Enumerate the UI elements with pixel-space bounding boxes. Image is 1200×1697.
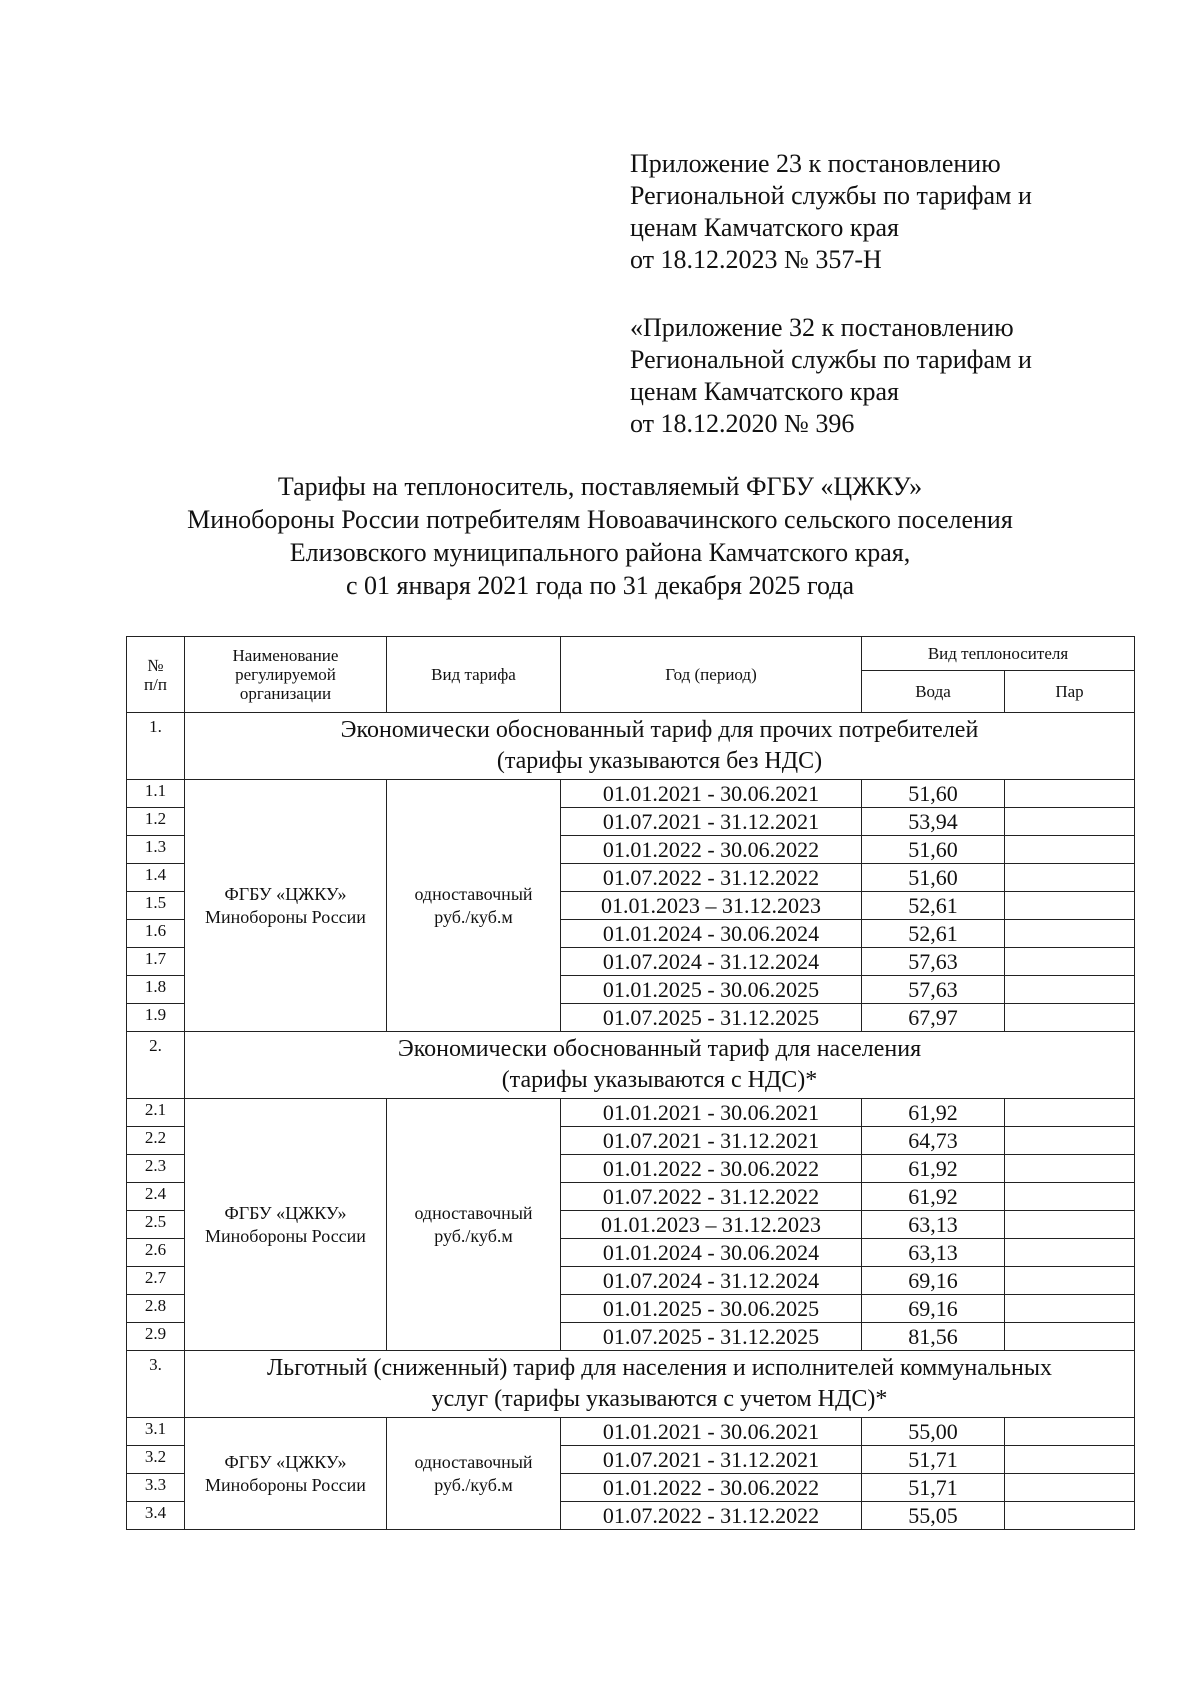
tariff-type-cell (387, 780, 561, 1032)
steam-tariff-cell (1005, 1211, 1135, 1239)
period-cell: 01.01.2025 - 30.06.2025 (561, 976, 862, 1004)
water-tariff-cell: 61,92 (862, 1155, 1005, 1183)
row-number: 2.8 (127, 1295, 185, 1323)
row-number: 1.4 (127, 864, 185, 892)
section-number: 2. (127, 1032, 185, 1099)
period-cell: 01.07.2024 - 31.12.2024 (561, 1267, 862, 1295)
title-line: Тарифы на теплоноситель, поставляемый ФГБУ «ЦЖКУ» (277, 472, 923, 501)
appendix-line: «Приложение 32 к постановлению (630, 313, 1014, 342)
steam-tariff-cell (1005, 1323, 1135, 1351)
water-tariff-cell: 52,61 (862, 892, 1005, 920)
section-title-line: (тарифы указываются с НДС)* (501, 1067, 818, 1093)
period-cell: 01.07.2022 - 31.12.2022 (561, 1183, 862, 1211)
steam-tariff-cell (1005, 1446, 1135, 1474)
row-number: 1.1 (127, 780, 185, 808)
row-number: 2.5 (127, 1211, 185, 1239)
tariff-type-cell (387, 1099, 561, 1351)
appendix-line: Приложение 23 к постановлению (630, 149, 1001, 178)
title-line: с 01 января 2021 года по 31 декабря 2025 года (345, 571, 855, 600)
steam-tariff-cell (1005, 780, 1135, 808)
appendix-line: Региональной службы по тарифам и (630, 345, 1032, 374)
header-heat-carrier: Вид теплоносителя (862, 637, 1135, 671)
period-cell: 01.01.2023 – 31.12.2023 (561, 1211, 862, 1239)
header-tariff-type: Вид тарифа (387, 637, 561, 713)
row-number: 1.5 (127, 892, 185, 920)
row-number: 2.3 (127, 1155, 185, 1183)
row-number: 2.2 (127, 1127, 185, 1155)
header-organization: Наименование регулируемой организации (185, 637, 387, 713)
table-row (127, 780, 1135, 808)
row-number: 1.9 (127, 1004, 185, 1032)
water-tariff-cell: 64,73 (862, 1127, 1005, 1155)
tariff-unit-line: руб./куб.м (434, 1474, 513, 1495)
row-number: 3.2 (127, 1446, 185, 1474)
organization-line: Минобороны России (205, 1474, 366, 1495)
water-tariff-cell: 52,61 (862, 920, 1005, 948)
organization-line: Минобороны России (205, 906, 366, 927)
steam-tariff-cell (1005, 1267, 1135, 1295)
section-title-line: Экономически обоснованный тариф для населения (397, 1036, 922, 1062)
steam-tariff-cell (1005, 1155, 1135, 1183)
period-cell: 01.07.2024 - 31.12.2024 (561, 948, 862, 976)
row-number: 2.4 (127, 1183, 185, 1211)
section-title (185, 1032, 1135, 1099)
row-number: 1.8 (127, 976, 185, 1004)
water-tariff-cell: 81,56 (862, 1323, 1005, 1351)
water-tariff-cell: 61,92 (862, 1099, 1005, 1127)
header-number-line2: п/п (144, 674, 167, 694)
section-header-row (127, 1032, 1135, 1099)
section-title-line: услуг (тарифы указываются с учетом НДС)* (431, 1386, 888, 1412)
water-tariff-cell: 53,94 (862, 808, 1005, 836)
appendix-line: ценам Камчатского края (630, 213, 899, 242)
water-tariff-cell: 51,71 (862, 1474, 1005, 1502)
water-tariff-cell: 55,05 (862, 1502, 1005, 1530)
steam-tariff-cell (1005, 892, 1135, 920)
row-number: 1.6 (127, 920, 185, 948)
steam-tariff-cell (1005, 1004, 1135, 1032)
period-cell: 01.01.2021 - 30.06.2021 (561, 780, 862, 808)
header-number-line1: № (147, 655, 164, 675)
appendix-current-reference (630, 148, 1150, 276)
water-tariff-cell: 61,92 (862, 1183, 1005, 1211)
steam-tariff-cell (1005, 864, 1135, 892)
header-steam: Пар (1005, 671, 1135, 713)
period-cell: 01.07.2022 - 31.12.2022 (561, 864, 862, 892)
steam-tariff-cell (1005, 1474, 1135, 1502)
row-number: 3.1 (127, 1418, 185, 1446)
steam-tariff-cell (1005, 1239, 1135, 1267)
steam-tariff-cell (1005, 836, 1135, 864)
header-water: Вода (862, 671, 1005, 713)
period-cell: 01.07.2021 - 31.12.2021 (561, 808, 862, 836)
organization-line: ФГБУ «ЦЖКУ» (224, 883, 347, 904)
water-tariff-cell: 69,16 (862, 1295, 1005, 1323)
table-row (127, 1099, 1135, 1127)
period-cell: 01.01.2023 – 31.12.2023 (561, 892, 862, 920)
tariff-type-line: одноставочный (414, 1202, 533, 1223)
row-number: 1.3 (127, 836, 185, 864)
period-cell: 01.01.2021 - 30.06.2021 (561, 1099, 862, 1127)
appendix-line: Региональной службы по тарифам и (630, 181, 1032, 210)
period-cell: 01.01.2021 - 30.06.2021 (561, 1418, 862, 1446)
water-tariff-cell: 51,71 (862, 1446, 1005, 1474)
appendix-original-reference (630, 312, 1150, 440)
water-tariff-cell: 63,13 (862, 1211, 1005, 1239)
organization-line: ФГБУ «ЦЖКУ» (224, 1202, 347, 1223)
tariff-type-line: одноставочный (414, 883, 533, 904)
steam-tariff-cell (1005, 1502, 1135, 1530)
section-title-line: (тарифы указываются без НДС) (496, 748, 823, 774)
row-number: 1.7 (127, 948, 185, 976)
period-cell: 01.01.2024 - 30.06.2024 (561, 920, 862, 948)
section-header-row (127, 713, 1135, 780)
water-tariff-cell: 51,60 (862, 864, 1005, 892)
water-tariff-cell: 51,60 (862, 836, 1005, 864)
water-tariff-cell: 55,00 (862, 1418, 1005, 1446)
section-number: 3. (127, 1351, 185, 1418)
row-number: 3.4 (127, 1502, 185, 1530)
section-title (185, 713, 1135, 780)
water-tariff-cell: 57,63 (862, 976, 1005, 1004)
row-number: 2.7 (127, 1267, 185, 1295)
title-line: Елизовского муниципального района Камчатского края, (289, 538, 911, 567)
steam-tariff-cell (1005, 1099, 1135, 1127)
row-number: 2.9 (127, 1323, 185, 1351)
water-tariff-cell: 69,16 (862, 1267, 1005, 1295)
header-number (127, 637, 185, 713)
organization-cell (185, 1418, 387, 1530)
organization-cell (185, 780, 387, 1032)
tariff-type-cell (387, 1418, 561, 1530)
document-title (100, 470, 1100, 602)
appendix-line: ценам Камчатского края (630, 377, 899, 406)
organization-line: Минобороны России (205, 1225, 366, 1246)
steam-tariff-cell (1005, 1418, 1135, 1446)
row-number: 2.6 (127, 1239, 185, 1267)
steam-tariff-cell (1005, 1183, 1135, 1211)
header-period: Год (период) (561, 637, 862, 713)
tariff-type-line: одноставочный (414, 1451, 533, 1472)
steam-tariff-cell (1005, 1295, 1135, 1323)
row-number: 2.1 (127, 1099, 185, 1127)
steam-tariff-cell (1005, 808, 1135, 836)
period-cell: 01.07.2025 - 31.12.2025 (561, 1004, 862, 1032)
section-title (185, 1351, 1135, 1418)
section-title-line: Льготный (сниженный) тариф для населения и исполнителей коммунальных (267, 1355, 1052, 1381)
steam-tariff-cell (1005, 976, 1135, 1004)
water-tariff-cell: 67,97 (862, 1004, 1005, 1032)
row-number: 1.2 (127, 808, 185, 836)
title-line: Минобороны России потребителям Новоавачинского сельского поселения (187, 505, 1013, 534)
steam-tariff-cell (1005, 920, 1135, 948)
appendix-line: от 18.12.2023 № 357-Н (630, 245, 882, 274)
water-tariff-cell: 51,60 (862, 780, 1005, 808)
tariff-unit-line: руб./куб.м (434, 1225, 513, 1246)
steam-tariff-cell (1005, 1127, 1135, 1155)
appendix-line: от 18.12.2020 № 396 (630, 409, 855, 438)
period-cell: 01.01.2024 - 30.06.2024 (561, 1239, 862, 1267)
period-cell: 01.07.2025 - 31.12.2025 (561, 1323, 862, 1351)
period-cell: 01.07.2021 - 31.12.2021 (561, 1446, 862, 1474)
period-cell: 01.01.2022 - 30.06.2022 (561, 836, 862, 864)
period-cell: 01.07.2022 - 31.12.2022 (561, 1502, 862, 1530)
period-cell: 01.01.2025 - 30.06.2025 (561, 1295, 862, 1323)
section-title-line: Экономически обоснованный тариф для прочих потребителей (340, 717, 979, 743)
tariff-unit-line: руб./куб.м (434, 906, 513, 927)
row-number: 3.3 (127, 1474, 185, 1502)
period-cell: 01.07.2021 - 31.12.2021 (561, 1127, 862, 1155)
table-row (127, 1418, 1135, 1446)
period-cell: 01.01.2022 - 30.06.2022 (561, 1155, 862, 1183)
section-number: 1. (127, 713, 185, 780)
tariffs-table (126, 636, 1135, 1530)
period-cell: 01.01.2022 - 30.06.2022 (561, 1474, 862, 1502)
organization-cell (185, 1099, 387, 1351)
section-header-row (127, 1351, 1135, 1418)
steam-tariff-cell (1005, 948, 1135, 976)
water-tariff-cell: 57,63 (862, 948, 1005, 976)
organization-line: ФГБУ «ЦЖКУ» (224, 1451, 347, 1472)
water-tariff-cell: 63,13 (862, 1239, 1005, 1267)
